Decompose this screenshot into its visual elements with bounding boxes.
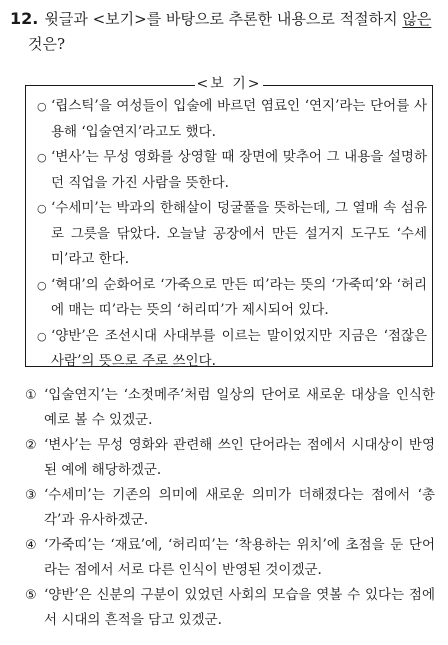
choice-marker: ④: [25, 538, 37, 553]
choice-text: ‘가죽띠’는 ‘재료’에, ‘허리띠’는 ‘착용하는 위치’에 초점을 둔 단어라는 점에서 서로 다른 인식이 반영된 것이겠군.: [44, 537, 435, 578]
bogi-item: ○ ‘립스틱’을 여성들이 입술에 바르던 염료인 ‘연지’라는 단어를 사용해 ‘입술연지’라고도 했다.: [37, 94, 427, 145]
bogi-title: <보 기>: [196, 76, 262, 92]
question-stem: [10, 6, 440, 57]
question-text: 윗글과 <보기>를 바탕으로 추론한 내용으로 적절하지: [44, 10, 403, 28]
choice-text: ‘양반’은 신분의 구분이 있었던 사회의 모습을 엿볼 수 있다는 점에서 시대의 흔적을 담고 있겠군.: [44, 587, 435, 628]
choice-marker: ③: [25, 488, 37, 503]
choice-2[interactable]: [25, 433, 435, 483]
bullet-circle-icon: ○: [37, 278, 47, 292]
answer-choices: [25, 383, 435, 633]
choice-marker: ①: [25, 388, 37, 403]
bogi-item: ○ ‘혁대’의 순화어로 ‘가죽으로 만든 띠’라는 뜻의 ‘가죽띠’와 ‘허리에 매는 띠’라는 뜻의 ‘허리띠’가 제시되어 있다.: [37, 273, 427, 324]
choice-marker: ②: [25, 438, 37, 453]
bullet-circle-icon: ○: [37, 329, 47, 343]
bullet-circle-icon: ○: [37, 100, 47, 113]
choice-1[interactable]: [25, 383, 435, 433]
choice-text: ‘변사’는 무성 영화와 관련해 쓰인 단어라는 점에서 시대상이 반영된 예에 해당하겠군.: [44, 437, 435, 478]
question-text-end: 것은?: [28, 35, 66, 53]
bogi-item: ○ ‘수세미’는 박과의 한해살이 덩굴풀을 뜻하는데, 그 열매 속 섬유로 그릇을 닦았다. 오늘날 공장에서 만든 설거지 도구도 ‘수세미’라고 한다.: [37, 196, 427, 273]
bogi-list: [37, 94, 427, 375]
bogi-item: ○ ‘양반’은 조선시대 사대부를 이르는 말이었지만 지금은 ‘점잖은 사람’의 뜻으로 주로 쓰인다.: [37, 324, 427, 375]
choice-5[interactable]: [25, 583, 435, 633]
bogi-item: ○ ‘변사’는 무성 영화를 상영할 때 장면에 맞추어 그 내용을 설명하던 직업을 가진 사람을 뜻한다.: [37, 145, 427, 196]
choice-marker: ⑤: [25, 588, 37, 603]
choice-3[interactable]: [25, 483, 435, 533]
question-emphasis: 않은: [402, 10, 432, 28]
choice-text: ‘입술연지’는 ‘소젓메주’처럼 일상의 단어로 새로운 대상을 인식한 예로 볼 수 있겠군.: [44, 387, 435, 428]
bullet-circle-icon: ○: [37, 202, 47, 215]
question-number: 12.: [10, 9, 39, 28]
choice-text: ‘수세미’는 기존의 의미에 새로운 의미가 더해졌다는 점에서 ‘총각’과 유사하겠군.: [44, 487, 435, 528]
bullet-circle-icon: ○: [37, 151, 47, 164]
choice-4[interactable]: [25, 533, 435, 583]
